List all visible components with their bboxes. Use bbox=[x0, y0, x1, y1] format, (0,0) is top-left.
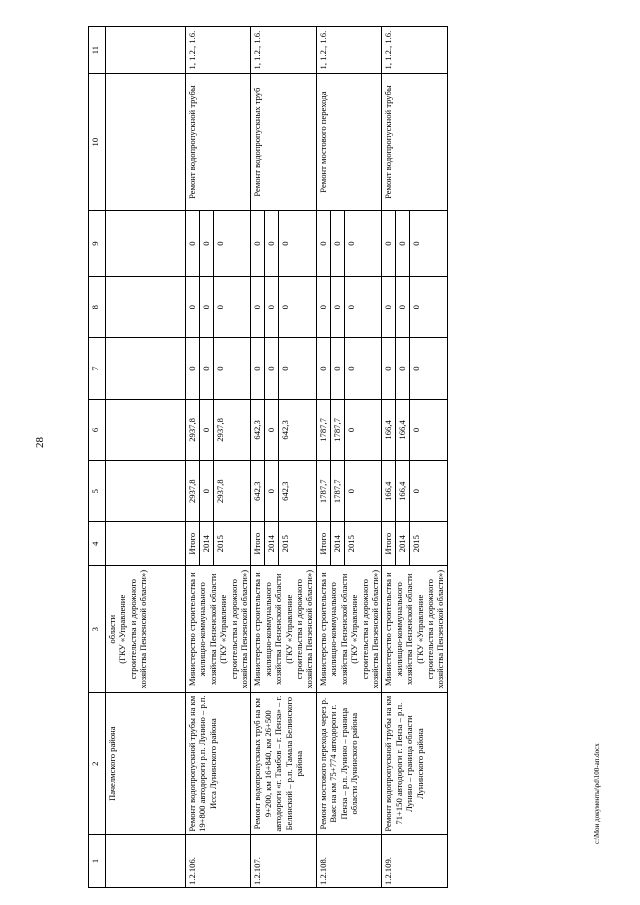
value-cell: 2937,8 bbox=[214, 461, 251, 522]
indicator-cell bbox=[106, 27, 186, 74]
value-cell: 0 bbox=[214, 211, 251, 277]
value-cell: 1787,7 bbox=[316, 461, 330, 522]
table-row bbox=[186, 27, 200, 888]
value-cell: 0 bbox=[251, 277, 265, 338]
value-cell: 0 bbox=[279, 211, 316, 277]
value-cell: 0 bbox=[279, 338, 316, 399]
value-cell: 0 bbox=[344, 211, 381, 277]
value-cell: 0 bbox=[251, 338, 265, 399]
value-cell: 642,3 bbox=[251, 399, 265, 460]
page-number: 28 bbox=[34, 437, 46, 448]
value-cell: 0 bbox=[265, 399, 279, 460]
row-executor: Министерство строительства и жилищно-коммунального хозяйства Пензенской области (ГКУ «Управление строительства и дорожного хозяйства Пензенской области») bbox=[251, 566, 316, 693]
table-row bbox=[251, 27, 265, 888]
value-cell: 0 bbox=[330, 338, 344, 399]
table-body bbox=[89, 27, 448, 888]
year-cell: 2015 bbox=[410, 522, 447, 566]
header-row bbox=[89, 27, 106, 888]
row-name: Ремонт водопропускной трубы на км 71+150 автодороги г. Пенза – р.п. Лунино – граница области Лунинского района bbox=[382, 693, 447, 835]
value-cell: 0 bbox=[186, 277, 200, 338]
header-cell: 1 bbox=[89, 834, 106, 887]
header-cell: 8 bbox=[89, 277, 106, 338]
value-cell: 0 bbox=[316, 277, 330, 338]
row-id: 1.2.108. bbox=[316, 834, 381, 887]
value-cell: 0 bbox=[214, 338, 251, 399]
value-cell bbox=[106, 338, 186, 399]
value-cell: 0 bbox=[186, 338, 200, 399]
value-cell bbox=[106, 277, 186, 338]
value-cell: 0 bbox=[316, 211, 330, 277]
value-cell: 0 bbox=[382, 211, 396, 277]
year-cell: 2014 bbox=[200, 522, 214, 566]
value-cell: 0 bbox=[200, 399, 214, 460]
row-executor: Министерство строительства и жилищно-коммунального хозяйства Пензенской области (ГКУ «Управление строительства и дорожного хозяйства Пензенской области») bbox=[316, 566, 381, 693]
value-cell: 2937,8 bbox=[186, 399, 200, 460]
name-cell: Пачелмского района bbox=[106, 693, 186, 835]
table-row bbox=[382, 27, 396, 888]
value-cell bbox=[106, 211, 186, 277]
value-cell: 0 bbox=[344, 338, 381, 399]
value-cell: 0 bbox=[186, 211, 200, 277]
value-cell: 1787,7 bbox=[316, 399, 330, 460]
value-cell: 0 bbox=[382, 277, 396, 338]
value-cell: 1787,7 bbox=[330, 399, 344, 460]
value-cell: 642,3 bbox=[279, 461, 316, 522]
row-result: Ремонт водопропускной трубы bbox=[382, 74, 447, 211]
value-cell: 0 bbox=[279, 277, 316, 338]
landscape-sheet bbox=[88, 26, 616, 888]
value-cell: 166,4 bbox=[382, 399, 396, 460]
value-cell: 0 bbox=[344, 277, 381, 338]
value-cell: 0 bbox=[382, 338, 396, 399]
header-cell: 7 bbox=[89, 338, 106, 399]
value-cell: 0 bbox=[214, 277, 251, 338]
header-cell: 3 bbox=[89, 566, 106, 693]
row-indicators: 1, 1.2., 1.6. bbox=[251, 27, 316, 74]
value-cell: 0 bbox=[344, 399, 381, 460]
year-cell: Итого bbox=[316, 522, 330, 566]
header-cell: 2 bbox=[89, 693, 106, 835]
row-result: Ремонт водопропускных труб bbox=[251, 74, 316, 211]
year-cell: Итого bbox=[251, 522, 265, 566]
value-cell: 166,4 bbox=[396, 461, 410, 522]
value-cell: 0 bbox=[265, 211, 279, 277]
value-cell: 0 bbox=[410, 461, 447, 522]
value-cell: 166,4 bbox=[382, 461, 396, 522]
table-row bbox=[316, 27, 330, 888]
continuation-row bbox=[106, 27, 186, 888]
value-cell: 0 bbox=[200, 211, 214, 277]
value-cell: 0 bbox=[200, 277, 214, 338]
value-cell: 642,3 bbox=[279, 399, 316, 460]
year-cell: 2014 bbox=[330, 522, 344, 566]
year-cell bbox=[106, 522, 186, 566]
value-cell: 0 bbox=[410, 277, 447, 338]
header-cell: 9 bbox=[89, 211, 106, 277]
row-executor: Министерство строительства и жилищно-коммунального хозяйства Пензенской области (ГКУ «Управление строительства и дорожного хозяйства Пензенской области») bbox=[382, 566, 447, 693]
row-result: Ремонт водопропускной трубы bbox=[186, 74, 251, 211]
value-cell: 0 bbox=[396, 338, 410, 399]
value-cell: 166,4 bbox=[396, 399, 410, 460]
row-name: Ремонт водопропускной трубы на км 19+800 автодороги р.п. Лунино – р.п. Исса Лунинского района bbox=[186, 693, 251, 835]
value-cell: 2937,8 bbox=[186, 461, 200, 522]
row-id: 1.2.109. bbox=[382, 834, 447, 887]
year-cell: Итого bbox=[186, 522, 200, 566]
value-cell bbox=[106, 399, 186, 460]
row-indicators: 1, 1.2., 1.6. bbox=[316, 27, 381, 74]
value-cell: 0 bbox=[410, 338, 447, 399]
value-cell: 0 bbox=[330, 211, 344, 277]
value-cell: 0 bbox=[265, 461, 279, 522]
value-cell: 0 bbox=[265, 338, 279, 399]
header-cell: 11 bbox=[89, 27, 106, 74]
value-cell: 0 bbox=[316, 338, 330, 399]
program-table bbox=[88, 26, 448, 888]
row-result: Ремонт мостового перехода bbox=[316, 74, 381, 211]
result-cell bbox=[106, 74, 186, 211]
value-cell: 0 bbox=[200, 338, 214, 399]
row-name: Ремонт водопропускных труб на км 9+200, км 16+840, км 26+500 автодороги «г. Тамбов – г. Пенза» – г. Белинский – р.п. Тамала Белинского района bbox=[251, 693, 316, 835]
year-cell: 2014 bbox=[396, 522, 410, 566]
value-cell: 0 bbox=[344, 461, 381, 522]
value-cell: 0 bbox=[200, 461, 214, 522]
header-cell: 4 bbox=[89, 522, 106, 566]
header-cell: 5 bbox=[89, 461, 106, 522]
value-cell: 0 bbox=[396, 211, 410, 277]
row-name: Ремонт мостового перехода через р. Вьяс на км 75+774 автодороги г. Пенза – р.п. Лунино – граница области Лунинского района bbox=[316, 693, 381, 835]
row-id: 1.2.106. bbox=[186, 834, 251, 887]
value-cell: 0 bbox=[265, 277, 279, 338]
header-cell: 6 bbox=[89, 399, 106, 460]
value-cell: 1787,7 bbox=[330, 461, 344, 522]
value-cell: 642,3 bbox=[251, 461, 265, 522]
value-cell: 0 bbox=[410, 399, 447, 460]
id-cell bbox=[106, 834, 186, 887]
value-cell: 0 bbox=[410, 211, 447, 277]
year-cell: 2014 bbox=[265, 522, 279, 566]
row-indicators: 1, 1.2., 1.6. bbox=[382, 27, 447, 74]
value-cell: 0 bbox=[330, 277, 344, 338]
header-cell: 10 bbox=[89, 74, 106, 211]
executor-cell: области (ГКУ «Управление строительства и дорожного хозяйства Пензенской области») bbox=[106, 566, 186, 693]
year-cell: 2015 bbox=[214, 522, 251, 566]
year-cell: 2015 bbox=[279, 522, 316, 566]
footer-file-path: c:\Мои документы\pd\100-ап.docx bbox=[593, 743, 601, 844]
year-cell: Итого bbox=[382, 522, 396, 566]
year-cell: 2015 bbox=[344, 522, 381, 566]
value-cell bbox=[106, 461, 186, 522]
value-cell: 0 bbox=[396, 277, 410, 338]
row-id: 1.2.107. bbox=[251, 834, 316, 887]
row-executor: Министерство строительства и жилищно-коммунального хозяйства Пензенской области (ГКУ «Управление строительства и дорожного хозяйства Пензенской области») bbox=[186, 566, 251, 693]
row-indicators: 1, 1.2., 1.6. bbox=[186, 27, 251, 74]
value-cell: 0 bbox=[251, 211, 265, 277]
value-cell: 2937,8 bbox=[214, 399, 251, 460]
